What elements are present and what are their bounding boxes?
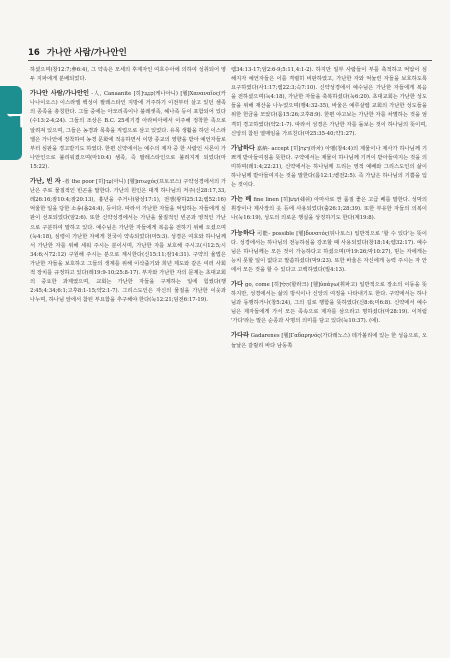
entry-headword: 가다라 [231,332,249,340]
entry-body: Gadarenes [헬]Γαδαρηνός(가다레노스) 데가볼리에 있는 한 성읍으로, 오늘날은 갈릴리 바다 남동쪽 [231,333,427,349]
running-title: 가나안 사람/가나안인 [46,48,127,58]
continuation-text: 하셨으며(창12:7;參6:4), 그 약속은 모세의 후계자인 여호수아에 의하여 성취되어 영두 지파에게 분배되었다. [30,67,226,83]
continuation-text: 렘34:13-17;암2:6-9;5:11,4:1-2). 하지만 일부 사람들이 부를 축적하고 억압이 심해지자 예언자들은 이를 격렬히 비판하였고, 가난한 자와 억눌린 자들을 보호하도록 요구하였다(사1:17;렘22:3;슥7:10). 신약성경에서 예수님은 가난한 자들에게 복음을 전하셨으며(눅4:18), 가난한 자들을 축복하셨다(눅6:20). 초대교회는 가난한 성도들을 위해 재산을 나누었으며(행4:32-35), 바울은 예루살렘 교회의 가난한 성도들을 위한 헌금을 모았다(롬15:26;고후8:9). 한편 야고보는 가난한 자를 차별하는 것을 엄격히 경고하였다(약2:1-7). 따라서 성경은 가난한 자를 돌보는 것이 하나님의 뜻이며, 신앙의 참된 열매임을 가르친다(마25:35-40;약1:27). [231,67,427,137]
entry-ganeung [231,229,427,275]
entry-body: fine linen [히]שֵׁשׁ(쉐쉬) 아마사로 짠 품질 좋은 고급 베를 말한다. 성막의 휘장이나 제사장의 옷 등에 사용되었다(출26:1;28:39). 또한 부유한 자들의 의복이나(눅16:19), 성도의 의로운 행실을 상징하기도 한다(계19:8). [231,197,427,222]
entry-body: -者 the poor [히]עָנִי(아니) [헬]πτωχός(프토코스) 구약성경에서의 가난은 주로 물질적인 빈곤을 말한다. 가난의 원인은 대개 하나님의 저주(신28:17,33, 레26:16;잠10:4;잠20:13), 흉년을 주거나(왕상17:1), 전쟁(왕하25:12;렘52:16) 억울한 일을 당한 소송(욥24:4), 등이다. 따라서 가난한 자들을 억압하는 자들에게 심판이 선포되었다(암2:6). 또한 신약성경에서는 가난을 물질적인 빈곤과 영적인 가난으로 구분하여 말하고 있다. 예수님은 가난한 자들에게 복음을 전하기 위해 오셨으며(눅4:18), 심령이 가난한 자에게 천국이 약속되었다(마5:3). 성경은 여호와 하나님께서 가난한 자를 위해 세워 주시는 분이시며, 가난한 자를 보호해 주시고(시12:5;시34:6;시72:12) 구원해 주시는 분으로 계시한다(신15:11;잠14:31). 구약의 율법은 가난한 자들을 보호하고 그들의 생계를 위해 이삭줍기와 희년 제도와 같은 여러 사회적 장치를 규정하고 있다(레19:9-10;25:8-17). 부자와 가난한 자의 문제는 초대교회의 중요한 과제였으며, 교회는 가난한 자들을 구제하는 일에 힘썼다(행2:45;4:34;6:1;고후8:1-15;약2:1-7). 그리스도인은 자신의 물질을 가난한 이웃과 나누며, 하나님 앞에서 참된 부요함을 추구해야 한다(눅12:21;딤전6:17-19). [30,179,226,304]
index-tab-letter: ㄱ [3,107,29,137]
left-column [30,66,226,310]
page-number: 16 [28,48,40,58]
entry-headword: 가납하다 [231,144,255,152]
entry-headword: 가다 [231,280,243,288]
entry-body: 嘉納- accept [히]רָצָה(라차) 아벨(창4:4)의 제물이나 제사가 하나님께 기쁘게 받아들여짐을 뜻한다. 구약에서는 제물이 하나님께 기꺼이 받아들여지는 것을 의미하며(레1:4;22:21), 신약에서는 하나님께 드리는 영적 예배와 그리스도인의 삶이 하나님께 받아들여지는 것을 말한다(롬12:1;벧전2:5). 즉 가납은 하나님의 기쁨을 입는 것이다. [231,145,427,189]
header-rule [28,60,432,61]
entry-headword: 가는 베 [231,196,252,204]
index-tab [0,86,29,160]
entry-ganeun-be [231,195,427,223]
entry-ganan [30,177,226,305]
entry-headword: 가나안 사람/가나안인 [30,90,89,98]
entry-body: 可能- possible [헬]δυνατός(뒤나토스) 일반적으로 '할 수 있다'는 뜻이다. 성경에서는 하나님의 전능하심을 강조할 때 사용되었다(창18:14;렘32:17). 예수님은 하나님께는 모든 것이 가능하다고 하셨으며(마19:26;막10:27), 믿는 자에게는 능치 못할 일이 없다고 말씀하셨다(막9:23). 또한 바울은 자신에게 능력 주시는 자 안에서 모든 것을 할 수 있다고 고백하였다(빌4:13). [231,230,427,273]
entry-gada [231,280,427,326]
entry-body: go, come [히]הָלַךְ(할라크) [헬]ὑπάγω(휘파고) 일반적으로 장소의 이동을 뜻하지만, 성경에서는 삶의 방식이나 신앙의 여정을 나타내기도 한다. 구약에서는 하나님과 동행하거나(창5:24), 그의 길로 행함을 뜻하였다(신8:6;미6:8). 신약에서 예수님은 제자들에게 가서 모든 족속으로 제자를 삼으라고 명하셨다(마28:19). 이처럼 '가다'라는 말은 순종과 사명의 의미를 담고 있다(눅10:37). (에). [231,281,427,325]
entry-ganap [231,144,427,190]
entry-headword: 가능하다 [231,229,255,237]
right-column [231,66,427,356]
entry-gana-an-saram [30,89,226,172]
entry-headword: 가난, 빈 자 [30,178,61,186]
page-header [28,46,127,58]
entry-body: -人, Canaanite [히]כְּנַעֲנִי(케나아니) [헬]Χαναναῖος(카나나이오스) 이스라엘 백성이 팔레스타인 지방에 거주하기 이전부터 살고 있던 셈족의 종족을 총칭한다. 그들 중에는 아모리족이나 블레셋족, 헤나족 등이 포함되어 있다(수13:2-4;24). 그들의 조상은 B.C. 25세기경 아라비아에서 이주해 정착한 족으로 알려져 있으며, 그들은 농경과 목축을 직업으로 삼고 있었다. 유목 생활을 하던 이스라엘은 가나안에 정착하여 농경 문화에 적응하면서 이방 종교의 영향을 받아 예언자들로부터 심판을 경고받기도 하였다. 한편 신약에서는 예수의 제자 중 한 사람인 시몬이 가나안인으로 불리워졌으며(마10:4) 셈족, 즉 팔레스타인으로 불려지게 되었다(마15:22). [30,91,226,170]
entry-gadara [231,331,427,350]
